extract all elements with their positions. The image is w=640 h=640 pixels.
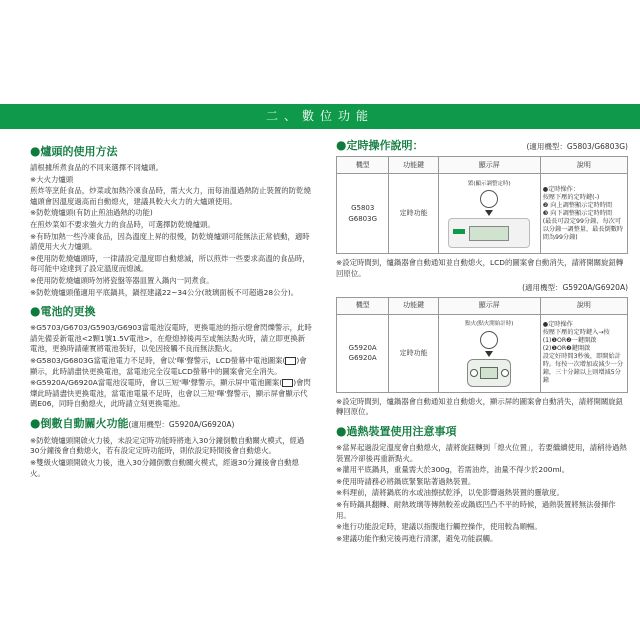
col-display: 顯示屏 (438, 157, 540, 174)
col-model: 機型 (337, 157, 389, 174)
knob-icon (480, 331, 498, 349)
overheat-list (336, 443, 628, 544)
auto-off-heading: ●倒數自動關火功能(適用機型：G5920A/G6920A) (30, 415, 235, 430)
arrow-down-icon (485, 210, 493, 216)
description-cell: ●定時操作： 按壓下壓的定時鍵(-) ❷ 向上調整顯示定時時間 ❸ 向下調整顯示定時時間 (最長可設定99分鐘，每次可以分鐘一調整量，最長倒數時間為99分鐘) (540, 174, 627, 254)
overheat-item: ※有時鍋具翻轉、耐熱玻璃等傳熱較差或鍋底凹凸不平的時候，過熱裝置將無法發揮作用。 (336, 499, 616, 520)
stove-heading: ●爐頭的使用方法 (30, 144, 118, 158)
description-cell: ●定時操作 按壓下壓的定時鍵入→按 (1)❶OR❷一鍵開啟 (2)❶OR❷鍵開啟 設定好時間3秒後，即開始計時。每按一次增加或減少一分鐘，三十分鐘以上則增減5分鐘 (540, 314, 627, 392)
timer-note-1: ※設定時間到，爐鍋器會自動通知並自動熄火，LCD的圖案會自動消失，請將開關旋鈕轉回原位。 (336, 258, 624, 278)
right-column (336, 138, 628, 545)
stove-item: 在煎炒菜如不要求強火力的食品時，可選擇防乾燒爐頭。 (30, 219, 215, 229)
timer-heading: ●定時操作說明： (336, 138, 424, 152)
battery-item: ※G5803/G6803G當電池電力不足時，會以'嗶'聲警示，LCD螢幕中電池圖案( )會顯示，此時請盡快更換電池，當電池完全沒電LCD螢幕中的圖案會完全消失。 (30, 355, 307, 376)
touch-pad-illustration (467, 359, 511, 387)
knob-icon (480, 190, 498, 208)
stove-list (30, 175, 312, 299)
model-cell: G5803 G6803G (337, 174, 389, 254)
display-cell: 點火(點火開始計時) (438, 314, 540, 392)
auto-off-item: ※雙級火爐頭開啟火力後，進入30分鐘倒數自動關火模式，經過30分鐘後會自動熄火。 (30, 458, 299, 478)
stove-item: 煎炸等烹飪食品，炒菜或加熱冷凍食品時，需大火力，而每油溫過熱防止裝置的防乾燒爐頭會因溫度過高而自動熄火，建議具較大火力的大爐頭使用。 (30, 186, 311, 206)
overheat-item: ※灌用平底鍋具，重量需大於300g，若需油炸，油量不得少於200ml。 (336, 465, 570, 475)
overheat-item: ※建議功能作動完後再進行清潔，避免功能誤觸。 (336, 533, 498, 543)
battery-heading: ●電池的更換 (30, 304, 96, 319)
overheat-heading: ●過熱裝置使用注意事項 (336, 423, 457, 438)
overheat-item: ※料理前，請將鍋底的水或油擦拭乾淨，以免影響過熱裝置的靈敏度。 (336, 488, 564, 498)
battery-item: ※G5920A/G6920A當電池沒電時，會以三短'嗶'聲警示，顯示屏中電池圖案( )會閃爍此時請盡快更換電池，當電池電量不足時，也會以三短'嗶'聲警示，顯示屏會顯示代碼E06，同時自動熄火，此時請立刻更換電池。 (30, 378, 311, 409)
col-function: 功能鍵 (389, 157, 438, 174)
col-description: 說明 (540, 157, 627, 174)
stove-intro: 請根據所煮食品的不同來選擇不同爐頭。 (30, 163, 164, 172)
stove-item: ※有時加熱一些冷凍食品，因為溫度上昇的很慢，防乾燒爐頭可能無法正常偵動，適時請使用大火力爐頭。 (30, 231, 310, 252)
stove-item: ※防乾燒爐頭僅適用平底鍋具，鍋徑建議22~34公分(玻璃面板不可超過28公分)。 (30, 287, 299, 297)
arrow-down-icon (485, 351, 493, 357)
overheat-item: ※當昇起過設定溫度會自動熄火，請將旋鈕轉到「熄火位置」，若要繼續使用，請稍待過熱裝置冷卻後再重新點火。 (336, 442, 627, 463)
timer-table-1 (336, 156, 628, 254)
function-cell: 定時功能 (389, 314, 438, 392)
auto-off-item: ※防乾燒爐頭開啟火力後，未設定定時功能時將進入30分鐘倒數自動關火模式，經過30分鐘後會自動熄火，若有設定定時功能時，則依設定時間後會自動熄火。 (30, 435, 305, 456)
battery-icon (282, 379, 293, 387)
overheat-item: ※進行功能設定時，建議以指腹進行觸控操作，使用較為順暢。 (336, 522, 542, 532)
stove-item: ※使用防乾燒爐頭時，一律請設定溫度即自動熄滅，所以煎炸一些要求高溫的食品時，每可能中途達到了設定溫度而熄滅。 (30, 253, 310, 274)
stove-item: ※防乾燒爐頭(有防止煎油過熱的功能) (30, 208, 153, 218)
timer-models-2: (適用機型：G5920A/G6920A) (522, 283, 628, 293)
overheat-item: ※使用時請務必將鍋底緊緊貼著過熱裝置。 (336, 476, 476, 486)
timer-heading-row (336, 138, 628, 153)
function-cell: 定時功能 (389, 174, 438, 254)
battery-item: ※G5703/G6703/G5903/G6903當電池沒電時，更換電池的指示燈會閃爍警示，此時請先備妥新電池<2顆1號1.5V電池>，在燈熄掉後再至或無法點火時，請立即更換新電池，更換時請確實將電池裝好，以免因接觸不良而無法點火。 (30, 323, 312, 354)
timer-note-2: ※設定時間到，爐鍋器會自動通知並自動熄火，顯示屏的圖案會自動消失，請將開關旋鈕轉回原位。 (336, 396, 624, 417)
left-column (30, 138, 312, 480)
stove-item: ※大火力爐頭 (30, 174, 74, 184)
timer-models-1: (適用機型：G5803/G6803G) (526, 142, 628, 152)
control-panel-illustration (448, 218, 530, 248)
battery-icon (285, 357, 296, 365)
timer-table-2: 機型 功能鍵 顯示屏 說明 G5920A G6920A 定時功能 點火(點火開始計時) ●定時操作 按壓下壓的定時鍵入→按 (1)❶OR❷一鍵開啟 (2)❶OR❷鍵開啟 設定好時間3秒後，即開始計時。每按一次增加或減少一分鐘，三十分鐘以上則增減5分鐘 (336, 297, 628, 393)
model-cell: G5920A G6920A (337, 314, 389, 392)
display-cell: 繁(顯示調整定時) (438, 174, 540, 254)
section-banner: 二、數位功能 (0, 104, 640, 129)
stove-item: ※使用防乾燒爐頭時勿將瓷盤等器皿置入鍋內一同煮食。 (30, 275, 214, 285)
